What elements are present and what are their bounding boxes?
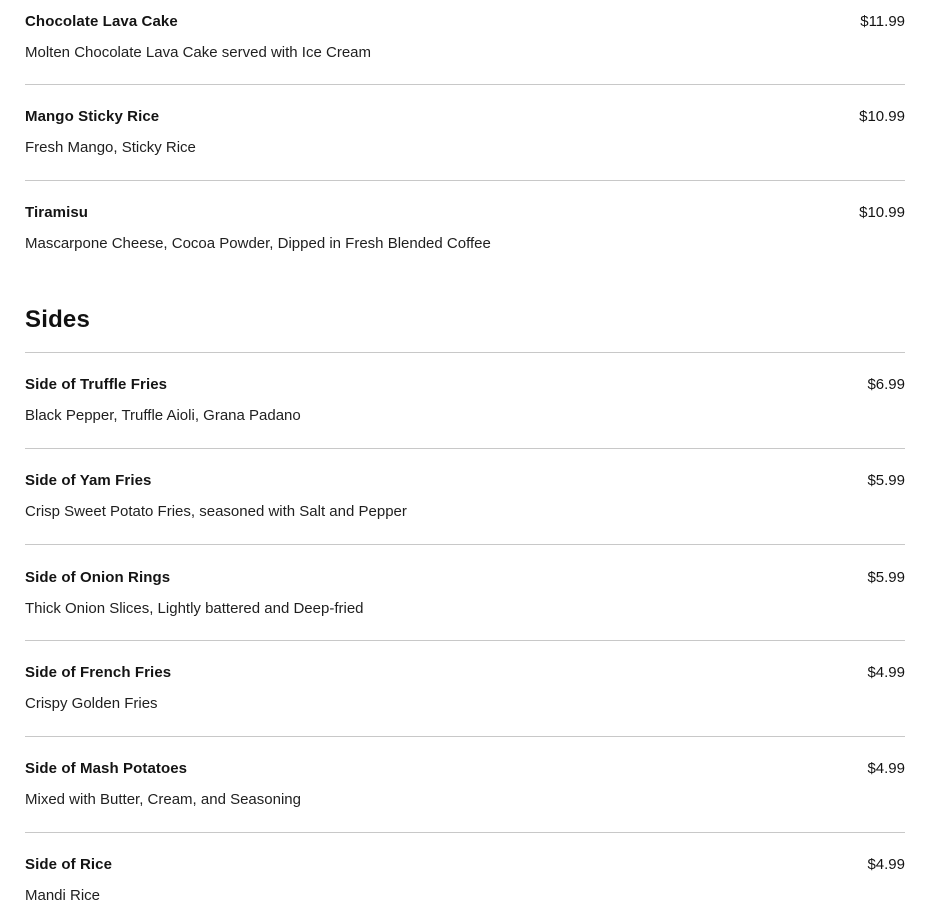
menu-item-name: Chocolate Lava Cake <box>25 13 178 30</box>
menu-item-price: $5.99 <box>867 472 905 489</box>
menu-item-description: Thick Onion Slices, Lightly battered and Deep-fried <box>25 600 364 617</box>
menu-item-description: Molten Chocolate Lava Cake served with Ice Cream <box>25 44 371 61</box>
menu-item <box>25 833 905 917</box>
menu-container <box>25 0 905 917</box>
menu-item-description: Crisp Sweet Potato Fries, seasoned with Salt and Pepper <box>25 503 407 520</box>
menu-item-price: $6.99 <box>867 376 905 393</box>
menu-item-price: $4.99 <box>867 760 905 777</box>
menu-item <box>25 352 905 449</box>
menu-item-price: $10.99 <box>859 204 905 221</box>
menu-item-price: $5.99 <box>867 569 905 586</box>
menu-item-name: Mango Sticky Rice <box>25 108 160 125</box>
section-sides <box>25 276 905 352</box>
menu-item-description: Black Pepper, Truffle Aioli, Grana Padano <box>25 407 301 424</box>
menu-item <box>25 85 905 181</box>
menu-item-name: Side of Mash Potatoes <box>25 760 188 777</box>
menu-item-name: Side of French Fries <box>25 664 172 681</box>
menu-item-price: $4.99 <box>867 664 905 681</box>
menu-item-price: $10.99 <box>859 108 905 125</box>
menu-item <box>25 545 905 641</box>
menu-item <box>25 0 905 85</box>
menu-item-name: Tiramisu <box>25 204 89 221</box>
menu-item-name: Side of Rice <box>25 856 113 873</box>
menu-item-price: $11.99 <box>860 13 905 30</box>
menu-item-description: Mascarpone Cheese, Cocoa Powder, Dipped in Fresh Blended Coffee <box>25 235 491 252</box>
menu-item <box>25 181 905 276</box>
menu-item-description: Crispy Golden Fries <box>25 695 158 712</box>
menu-item-description: Mixed with Butter, Cream, and Seasoning <box>25 791 301 808</box>
menu-item-name: Side of Onion Rings <box>25 569 171 586</box>
menu-item-price: $4.99 <box>867 856 905 873</box>
section-title: Sides <box>25 306 91 333</box>
menu-item <box>25 449 905 545</box>
menu-item <box>25 737 905 833</box>
menu-item-description: Mandi Rice <box>25 887 101 904</box>
menu-item-description: Fresh Mango, Sticky Rice <box>25 139 196 156</box>
menu-item <box>25 641 905 737</box>
menu-item-name: Side of Yam Fries <box>25 472 152 489</box>
menu-item-name: Side of Truffle Fries <box>25 376 168 393</box>
